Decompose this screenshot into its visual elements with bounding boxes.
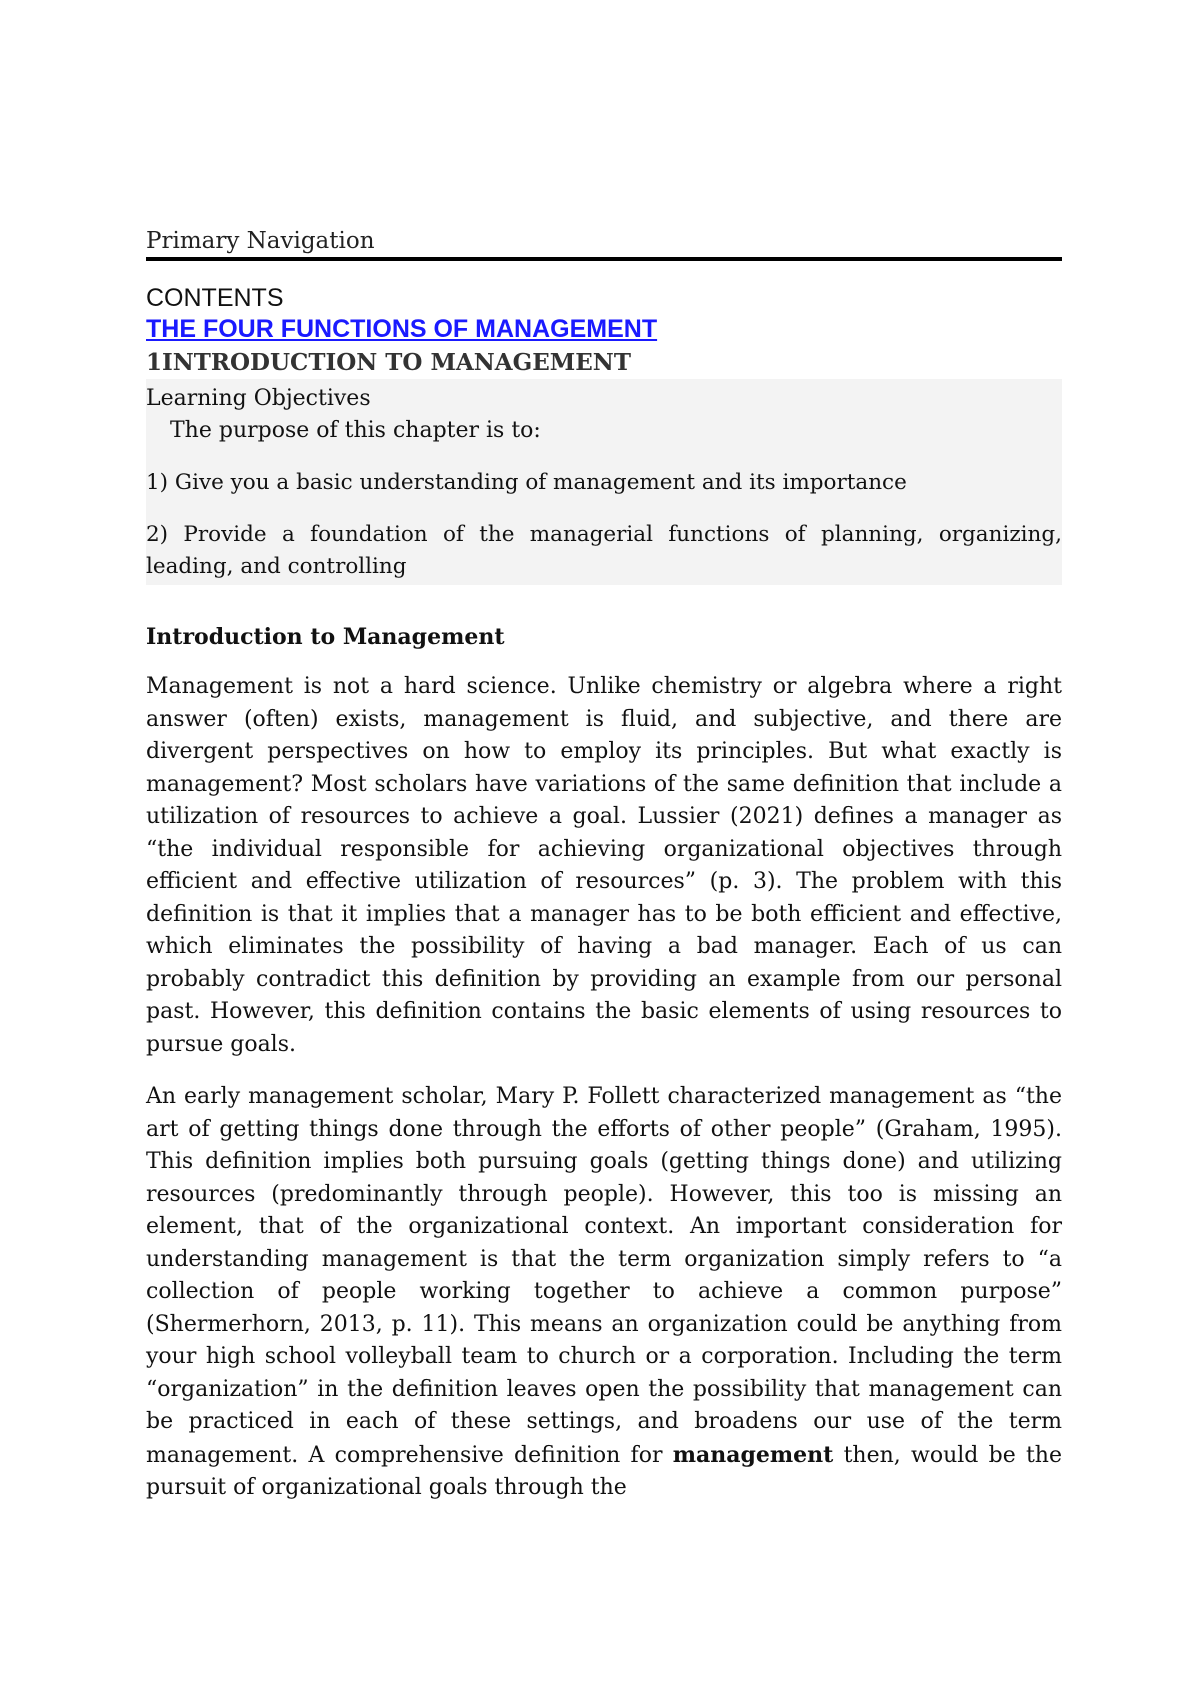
bold-term: management	[672, 1441, 834, 1468]
paragraph-text: An early management scholar, Mary P. Follett characterized management as “the art of getting things done through the efforts of other people” (Graham, 1995). This definition implies both pursuing goals (getting things done) and utilizing resources (predominantly through people). However, this too is missing an element, that of the organizational context. An important consideration for understanding management is that the term organization simply refers to “a collection of people working together to achieve a common purpose” (Shermerhorn, 2013, p. 11). This means an organization could be anything from your high school volleyball team to church or a corporation. Including the term “organization” in the definition leaves open the possibility that management can be practiced in each of these settings, and broadens our use of the term management. A comprehensive definition for	[146, 1084, 1062, 1468]
learning-objectives-title: Learning Objectives	[146, 386, 371, 411]
paragraph-text: then, would be the pursuit of organizational goals through the	[146, 1442, 1062, 1500]
chapter-title: 1INTRODUCTION TO MANAGEMENT	[146, 349, 631, 376]
section-heading: Introduction to Management	[146, 624, 505, 650]
learning-objectives-box	[146, 379, 1062, 585]
body-paragraph	[146, 1081, 1062, 1505]
primary-navigation-heading: Primary Navigation	[146, 226, 1062, 261]
contents-label: CONTENTS	[146, 284, 284, 312]
document-content	[146, 226, 1062, 1505]
body-paragraph: Management is not a hard science. Unlike chemistry or algebra where a right answer (often) exists, management is fluid, and subjective, and there are divergent perspectives on how to employ its principles. But what exactly is management? Most scholars have variations of the same definition that include a utilization of resources to achieve a goal. Lussier (2021) defines a manager as “the individual responsible for achieving organizational objectives through efficient and effective utilization of resources” (p. 3). The problem with this definition is that it implies that a manager has to be both efficient and effective, which eliminates the possibility of having a bad manager. Each of us can probably contradict this definition by providing an example from our personal past. However, this definition contains the basic elements of using resources to pursue goals.	[146, 674, 1062, 1057]
learning-objective-item: 1) Give you a basic understanding of management and its importance	[146, 470, 907, 495]
learning-objectives-intro: The purpose of this chapter is to:	[170, 418, 541, 443]
learning-objective-item: 2) Provide a foundation of the managerial functions of planning, organizing, leading, and controlling	[146, 522, 1062, 579]
toc-link-four-functions[interactable]: THE FOUR FUNCTIONS OF MANAGEMENT	[146, 315, 658, 343]
